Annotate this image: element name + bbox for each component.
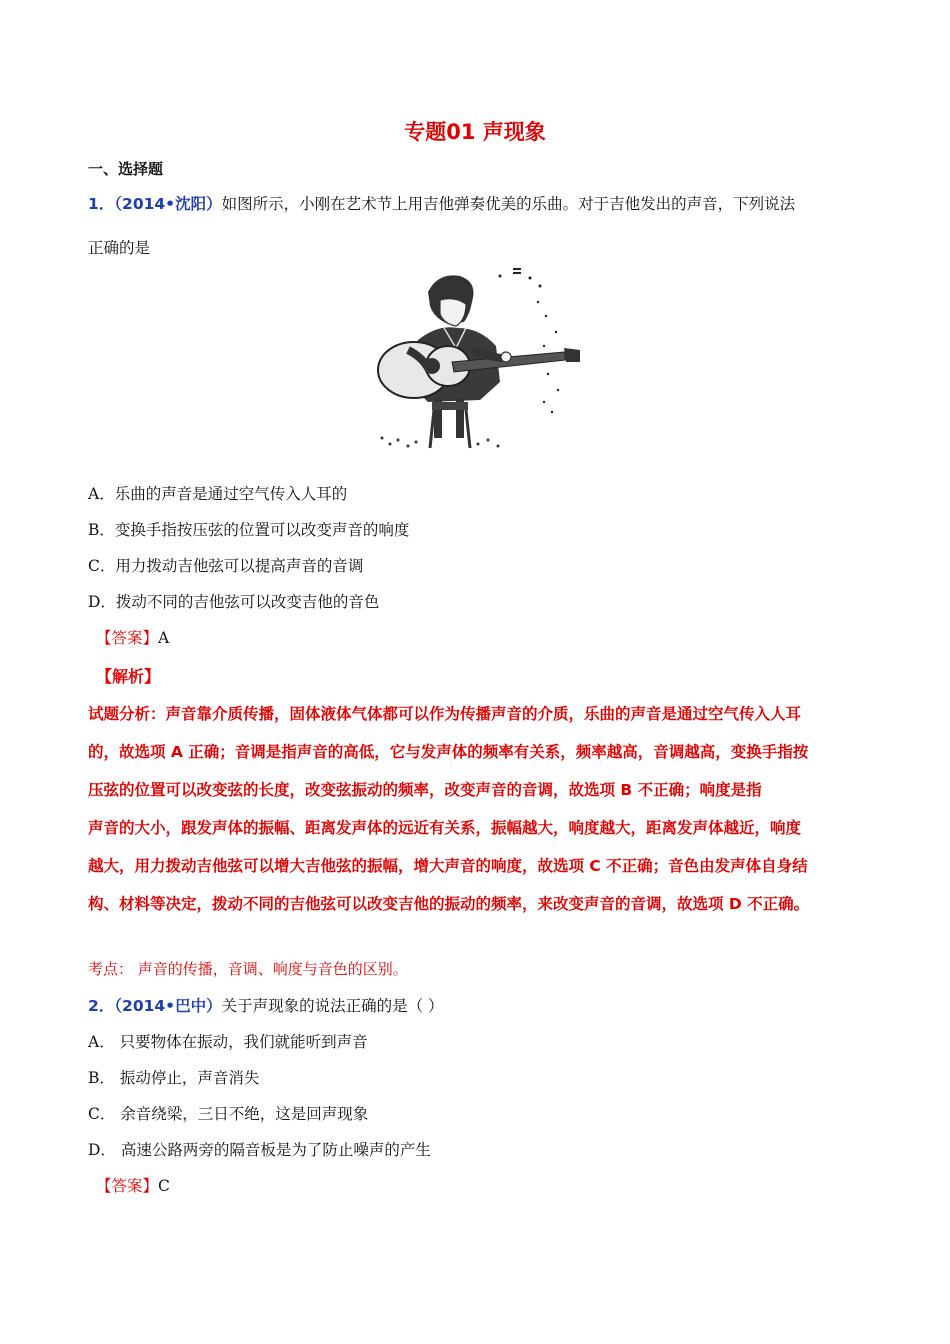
q1-analysis-title: 【解析】	[96, 667, 161, 686]
q1-stem-line1	[88, 192, 795, 214]
q1-answer-label: 【答案】	[96, 629, 159, 647]
guitar-player-illustration	[368, 262, 588, 452]
q1-source: （2014•沈阳）	[114, 195, 222, 213]
q1-option-b: B．变换手指按压弦的位置可以改变声音的响度	[88, 521, 410, 539]
page-title: 专题01 声现象	[404, 120, 546, 144]
q2-stem-text: 关于声现象的说法正确的是（ ）	[221, 997, 444, 1015]
q2-source: （2014•巴中）	[114, 997, 222, 1015]
q1-analysis-line: 的，故选项 A 正确；音调是指声音的高低，它与发声体的频率有关系，频率越高，音调越高，变换手指按	[88, 743, 809, 761]
q2-number: 2．	[88, 997, 115, 1015]
q1-analysis-line: 声音的大小，跟发声体的振幅、距离发声体的远近有关系，振幅越大，响度越大，距离发声体越近，响度	[88, 819, 802, 837]
q1-option-a: A．乐曲的声音是通过空气传入人耳的	[88, 485, 348, 503]
q2-option-b: B． 振动停止，声音消失	[88, 1069, 260, 1087]
q1-analysis-line: 构、材料等决定，拨动不同的吉他弦可以改变吉他的振动的频率，来改变声音的音调，故选项 D 不正确。	[88, 895, 810, 913]
q1-analysis-line: 压弦的位置可以改变弦的长度，改变弦振动的频率，改变声音的音调，故选项 B 不正确；响度是指	[88, 781, 762, 799]
q2-option-c: C． 余音绕梁，三日不绝，这是回声现象	[88, 1105, 369, 1123]
q1-answer	[96, 626, 169, 648]
q1-analysis-line: 越大，用力拨动吉他弦可以增大吉他弦的振幅，增大声音的响度，故选项 C 不正确；音色由发声体自身结	[88, 857, 808, 875]
q2-answer-value: C	[158, 1177, 170, 1195]
q1-kaodian: 考点： 声音的传播，音调、响度与音色的区别。	[88, 960, 408, 978]
music-notes-decoration	[499, 268, 560, 413]
q1-option-d: D．拨动不同的吉他弦可以改变吉他的音色	[88, 593, 380, 611]
q2-stem	[88, 994, 444, 1016]
q1-stem-line2: 正确的是	[88, 239, 151, 257]
q2-answer-label: 【答案】	[96, 1177, 159, 1195]
q2-option-d: D． 高速公路两旁的隔音板是为了防止噪声的产生	[88, 1141, 431, 1159]
q1-option-c: C．用力拨动吉他弦可以提高声音的音调	[88, 557, 364, 575]
q1-number: 1．	[88, 195, 115, 213]
q1-analysis-line: 试题分析：声音靠介质传播，固体液体气体都可以作为传播声音的介质，乐曲的声音是通过空气传入人耳	[88, 705, 802, 723]
section-heading: 一、选择题	[88, 160, 164, 178]
q2-answer	[96, 1174, 170, 1196]
q2-option-a: A． 只要物体在振动，我们就能听到声音	[88, 1033, 368, 1051]
q1-answer-value: A	[158, 629, 170, 647]
q1-stem-text: 如图所示，小刚在艺术节上用吉他弹奏优美的乐曲。对于吉他发出的声音，下列说法	[221, 195, 796, 213]
